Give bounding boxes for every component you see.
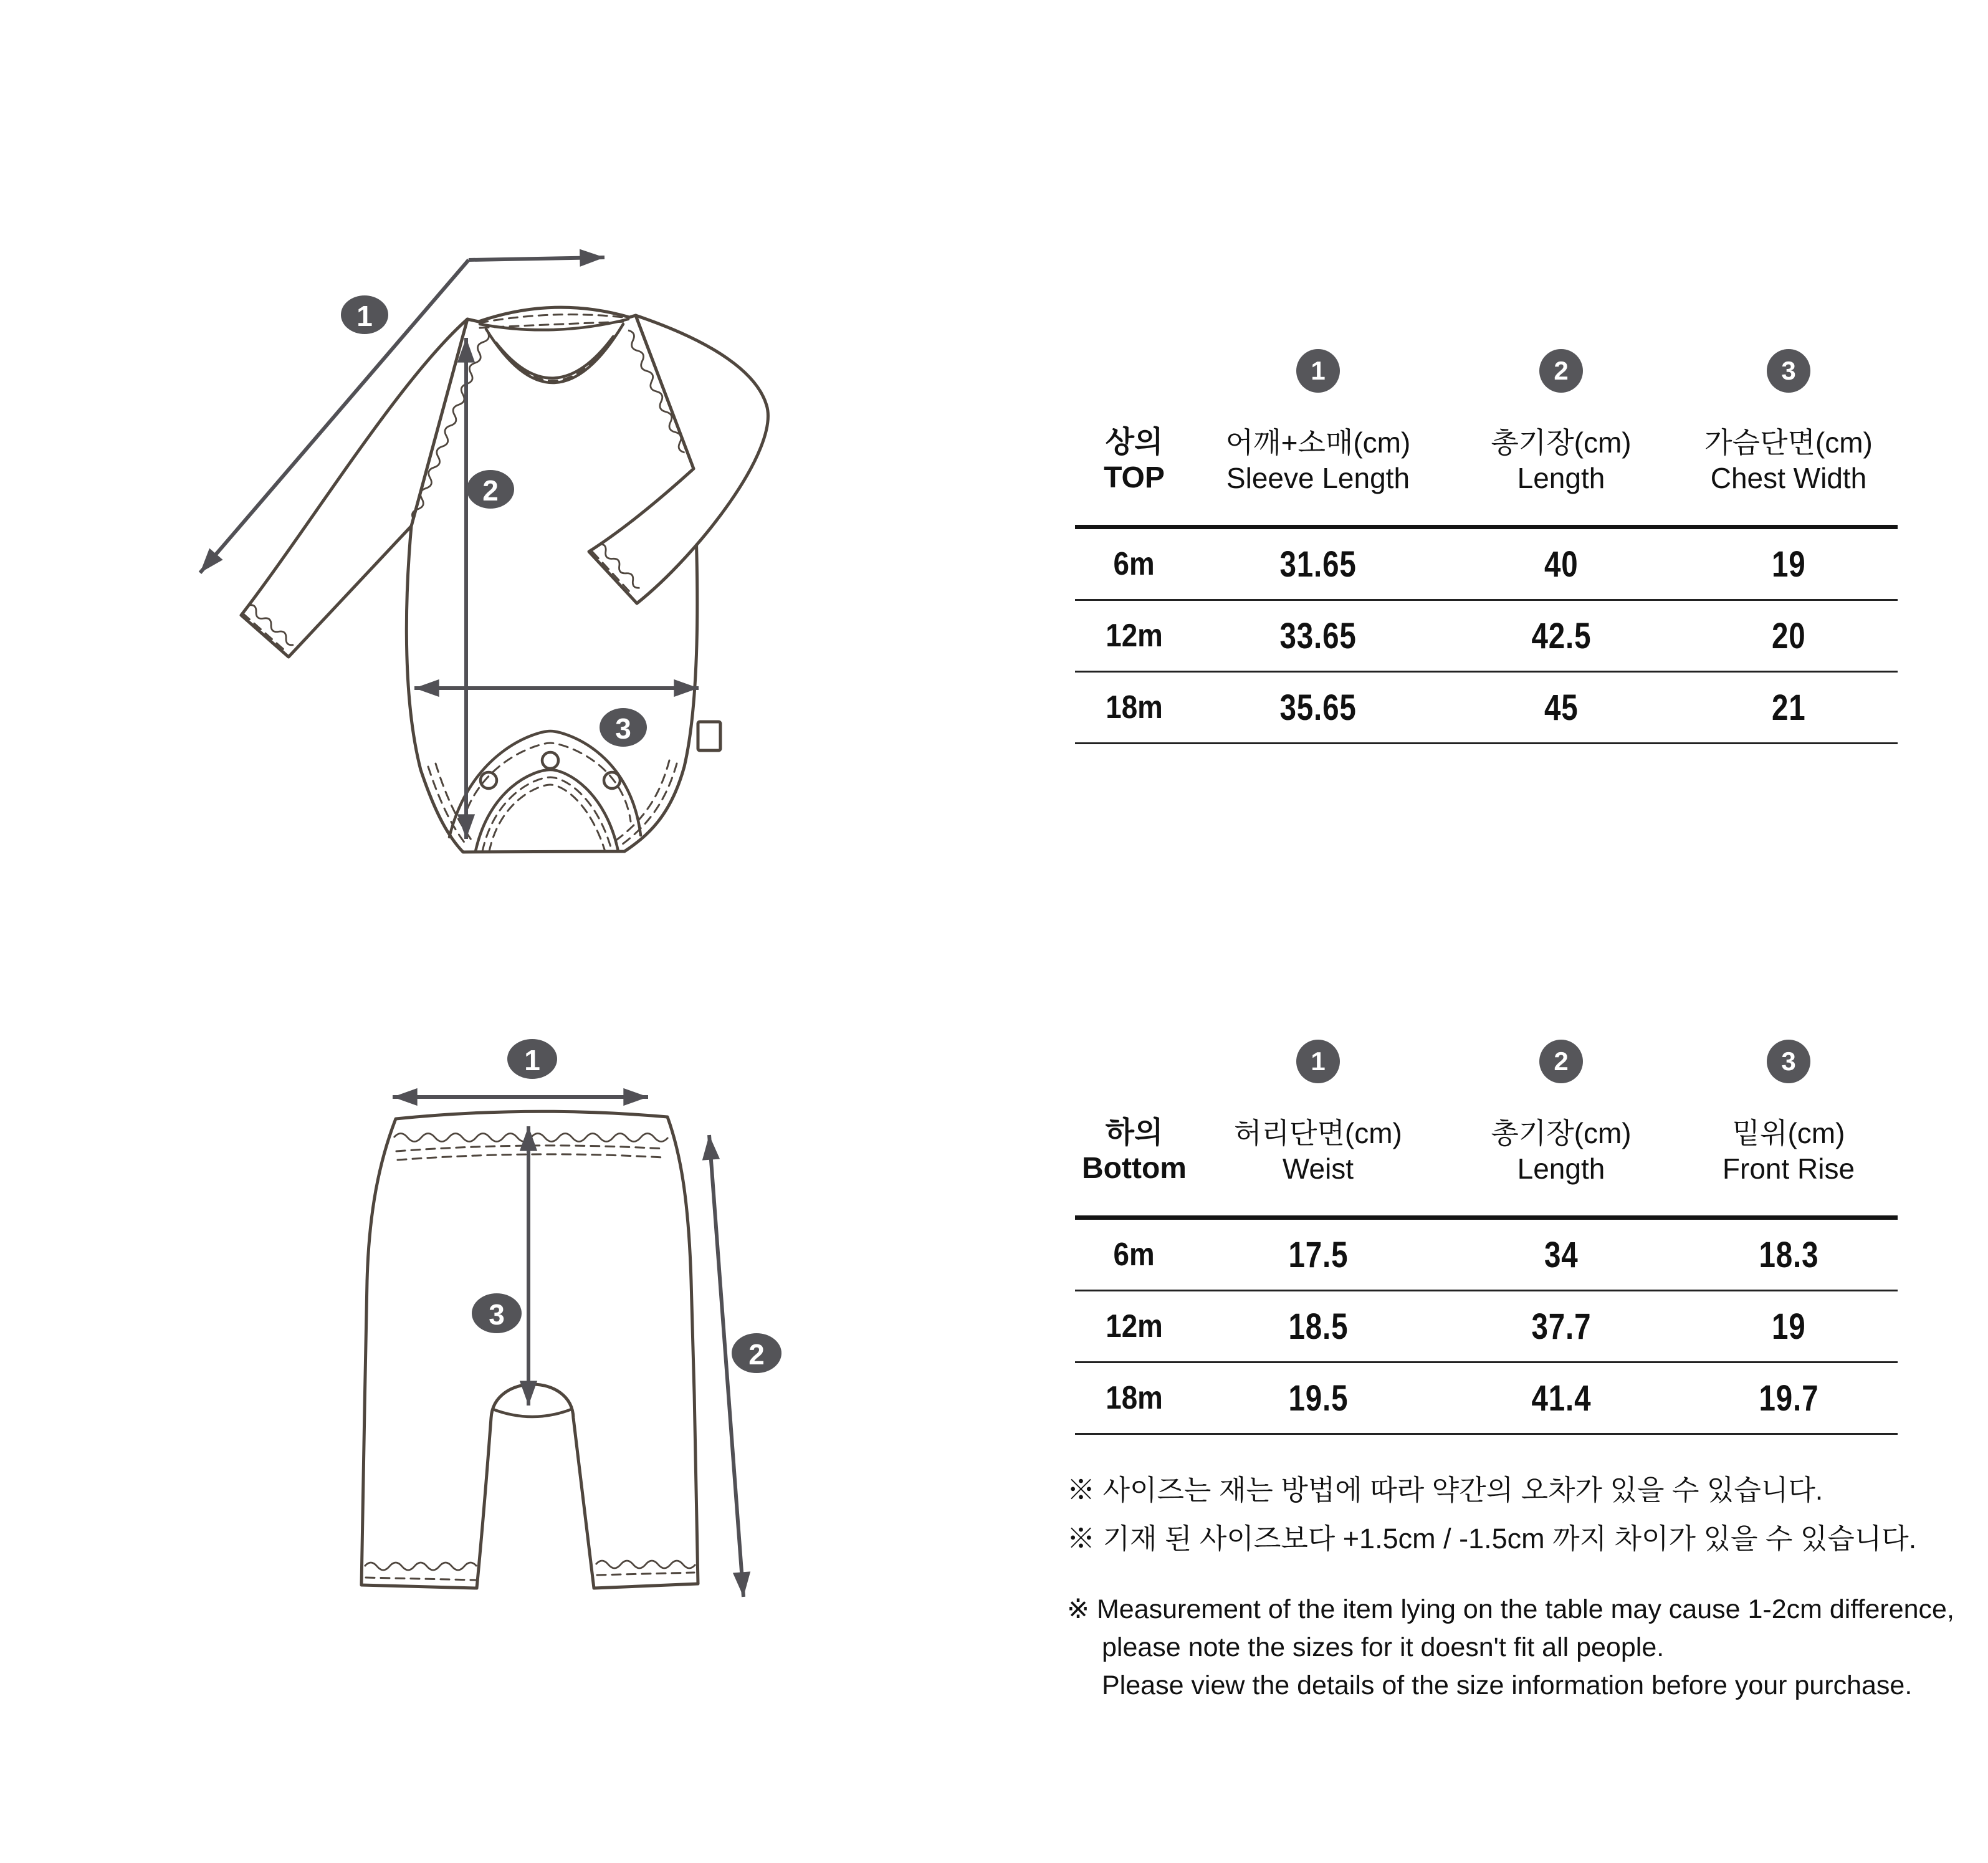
svg-text:1: 1 [524,1044,540,1076]
header-rule [1075,1215,1898,1220]
size-label: 18m [1106,689,1163,726]
measure-badge-3 [472,1293,522,1333]
value-rise: 18.3 [1759,1234,1818,1275]
value-sleeve: 35.65 [1279,687,1357,728]
col-badge-1: 1 [1296,349,1340,393]
arrow-1-shoulder [469,257,605,260]
value-chest: 20 [1771,615,1806,656]
footnote-en-1: ※ Measurement of the item lying on the table may cause 1-2cm difference, [1067,1594,1954,1624]
bottom-size-table [1075,1040,1898,1435]
col-label-ko: 가슴단면(cm) [1704,426,1873,459]
table-row-6m [1075,529,1898,599]
header-rule [1075,525,1898,529]
col-label-en: Front Rise [1722,1152,1855,1185]
side-tag [698,722,720,750]
col-label-ko: 총기장(cm) [1491,1117,1632,1149]
size-label: 6m [1113,1237,1155,1273]
top-col-chest-width [1680,349,1898,496]
bottom-garment-diagram [349,1032,835,1611]
value-length: 42.5 [1531,615,1591,656]
table-row-18m [1075,673,1898,742]
bottom-col-front-rise [1680,1040,1898,1187]
top-col-length [1443,349,1680,496]
bottom-col-length [1443,1040,1680,1187]
svg-text:2: 2 [482,474,499,507]
col-label-en: Weist [1282,1152,1354,1185]
measure-badge-3 [600,708,647,747]
value-sleeve: 33.65 [1279,615,1357,656]
measure-badge-2 [732,1333,781,1373]
footnote-en-block [1067,1591,1983,1705]
col-label-en: Length [1517,1152,1605,1185]
footnotes [1067,1466,1983,1705]
value-rise: 19 [1771,1306,1806,1347]
top-table-corner [1075,349,1193,496]
svg-text:3: 3 [489,1298,505,1331]
measure-badge-2 [467,470,514,509]
footnote-en-3: Please view the details of the size information before your purchase. [1102,1670,1913,1700]
measure-badge-1 [507,1039,557,1079]
value-length: 41.4 [1531,1377,1591,1419]
table-row-18m [1075,1363,1898,1433]
crotch-line [493,1409,571,1417]
col-badge-2: 2 [1539,1040,1583,1083]
footnote-ko-2: ※ 기재 된 사이즈보다 +1.5cm / -1.5cm 까지 차이가 있을 수 있습니다. [1067,1523,1917,1554]
bottom-col-waist [1193,1040,1443,1187]
top-garment-diagram [106,175,916,891]
corner-label-ko: 하의 [1105,1116,1164,1149]
value-waist: 17.5 [1288,1234,1348,1275]
table-row-6m [1075,1220,1898,1290]
col-badge-3: 3 [1767,1040,1810,1083]
table-bottom-rule [1075,1433,1898,1435]
size-label: 12m [1106,618,1163,654]
col-badge-3: 3 [1767,349,1810,393]
col-label-ko: 밑위(cm) [1732,1117,1845,1149]
table-bottom-rule [1075,742,1898,744]
col-label-en: Chest Width [1710,462,1867,494]
col-badge-2: 2 [1539,349,1583,393]
svg-text:3: 3 [615,712,631,745]
col-label-ko: 어깨+소매(cm) [1225,426,1411,459]
size-label: 18m [1106,1380,1163,1416]
col-label-ko: 허리단면(cm) [1234,1117,1402,1149]
table-row-12m [1075,1291,1898,1361]
value-length: 40 [1544,544,1579,585]
value-length: 37.7 [1531,1306,1591,1347]
svg-text:2: 2 [748,1338,765,1371]
col-label-en: Length [1517,462,1605,494]
size-label: 6m [1113,546,1155,582]
value-chest: 19 [1771,544,1806,585]
corner-label-en: Bottom [1082,1152,1187,1185]
measure-badge-1 [341,295,388,334]
bottom-table-header [1075,1040,1898,1187]
value-rise: 19.7 [1759,1377,1818,1419]
value-waist: 19.5 [1288,1377,1348,1419]
size-label: 12m [1106,1308,1163,1344]
table-row-12m [1075,601,1898,671]
bottom-table-corner [1075,1040,1193,1187]
value-chest: 21 [1771,687,1806,728]
footnote-en-2: please note the sizes for it doesn't fit all people. [1102,1632,1665,1662]
value-sleeve: 31.65 [1279,544,1357,585]
svg-text:1: 1 [356,300,373,332]
corner-label-en: TOP [1104,461,1165,494]
corner-label-ko: 상의 [1105,426,1164,459]
top-col-sleeve-length [1193,349,1443,496]
top-table-header [1075,349,1898,496]
top-size-table [1075,349,1898,744]
col-label-en: Sleeve Length [1226,462,1410,494]
value-length: 34 [1544,1234,1579,1275]
col-badge-1: 1 [1296,1040,1340,1083]
col-label-ko: 총기장(cm) [1491,426,1632,459]
value-length: 45 [1544,687,1579,728]
footnote-ko-1: ※ 사이즈는 재는 방법에 따라 약간의 오차가 있을 수 있습니다. [1067,1474,1823,1506]
value-waist: 18.5 [1288,1306,1348,1347]
